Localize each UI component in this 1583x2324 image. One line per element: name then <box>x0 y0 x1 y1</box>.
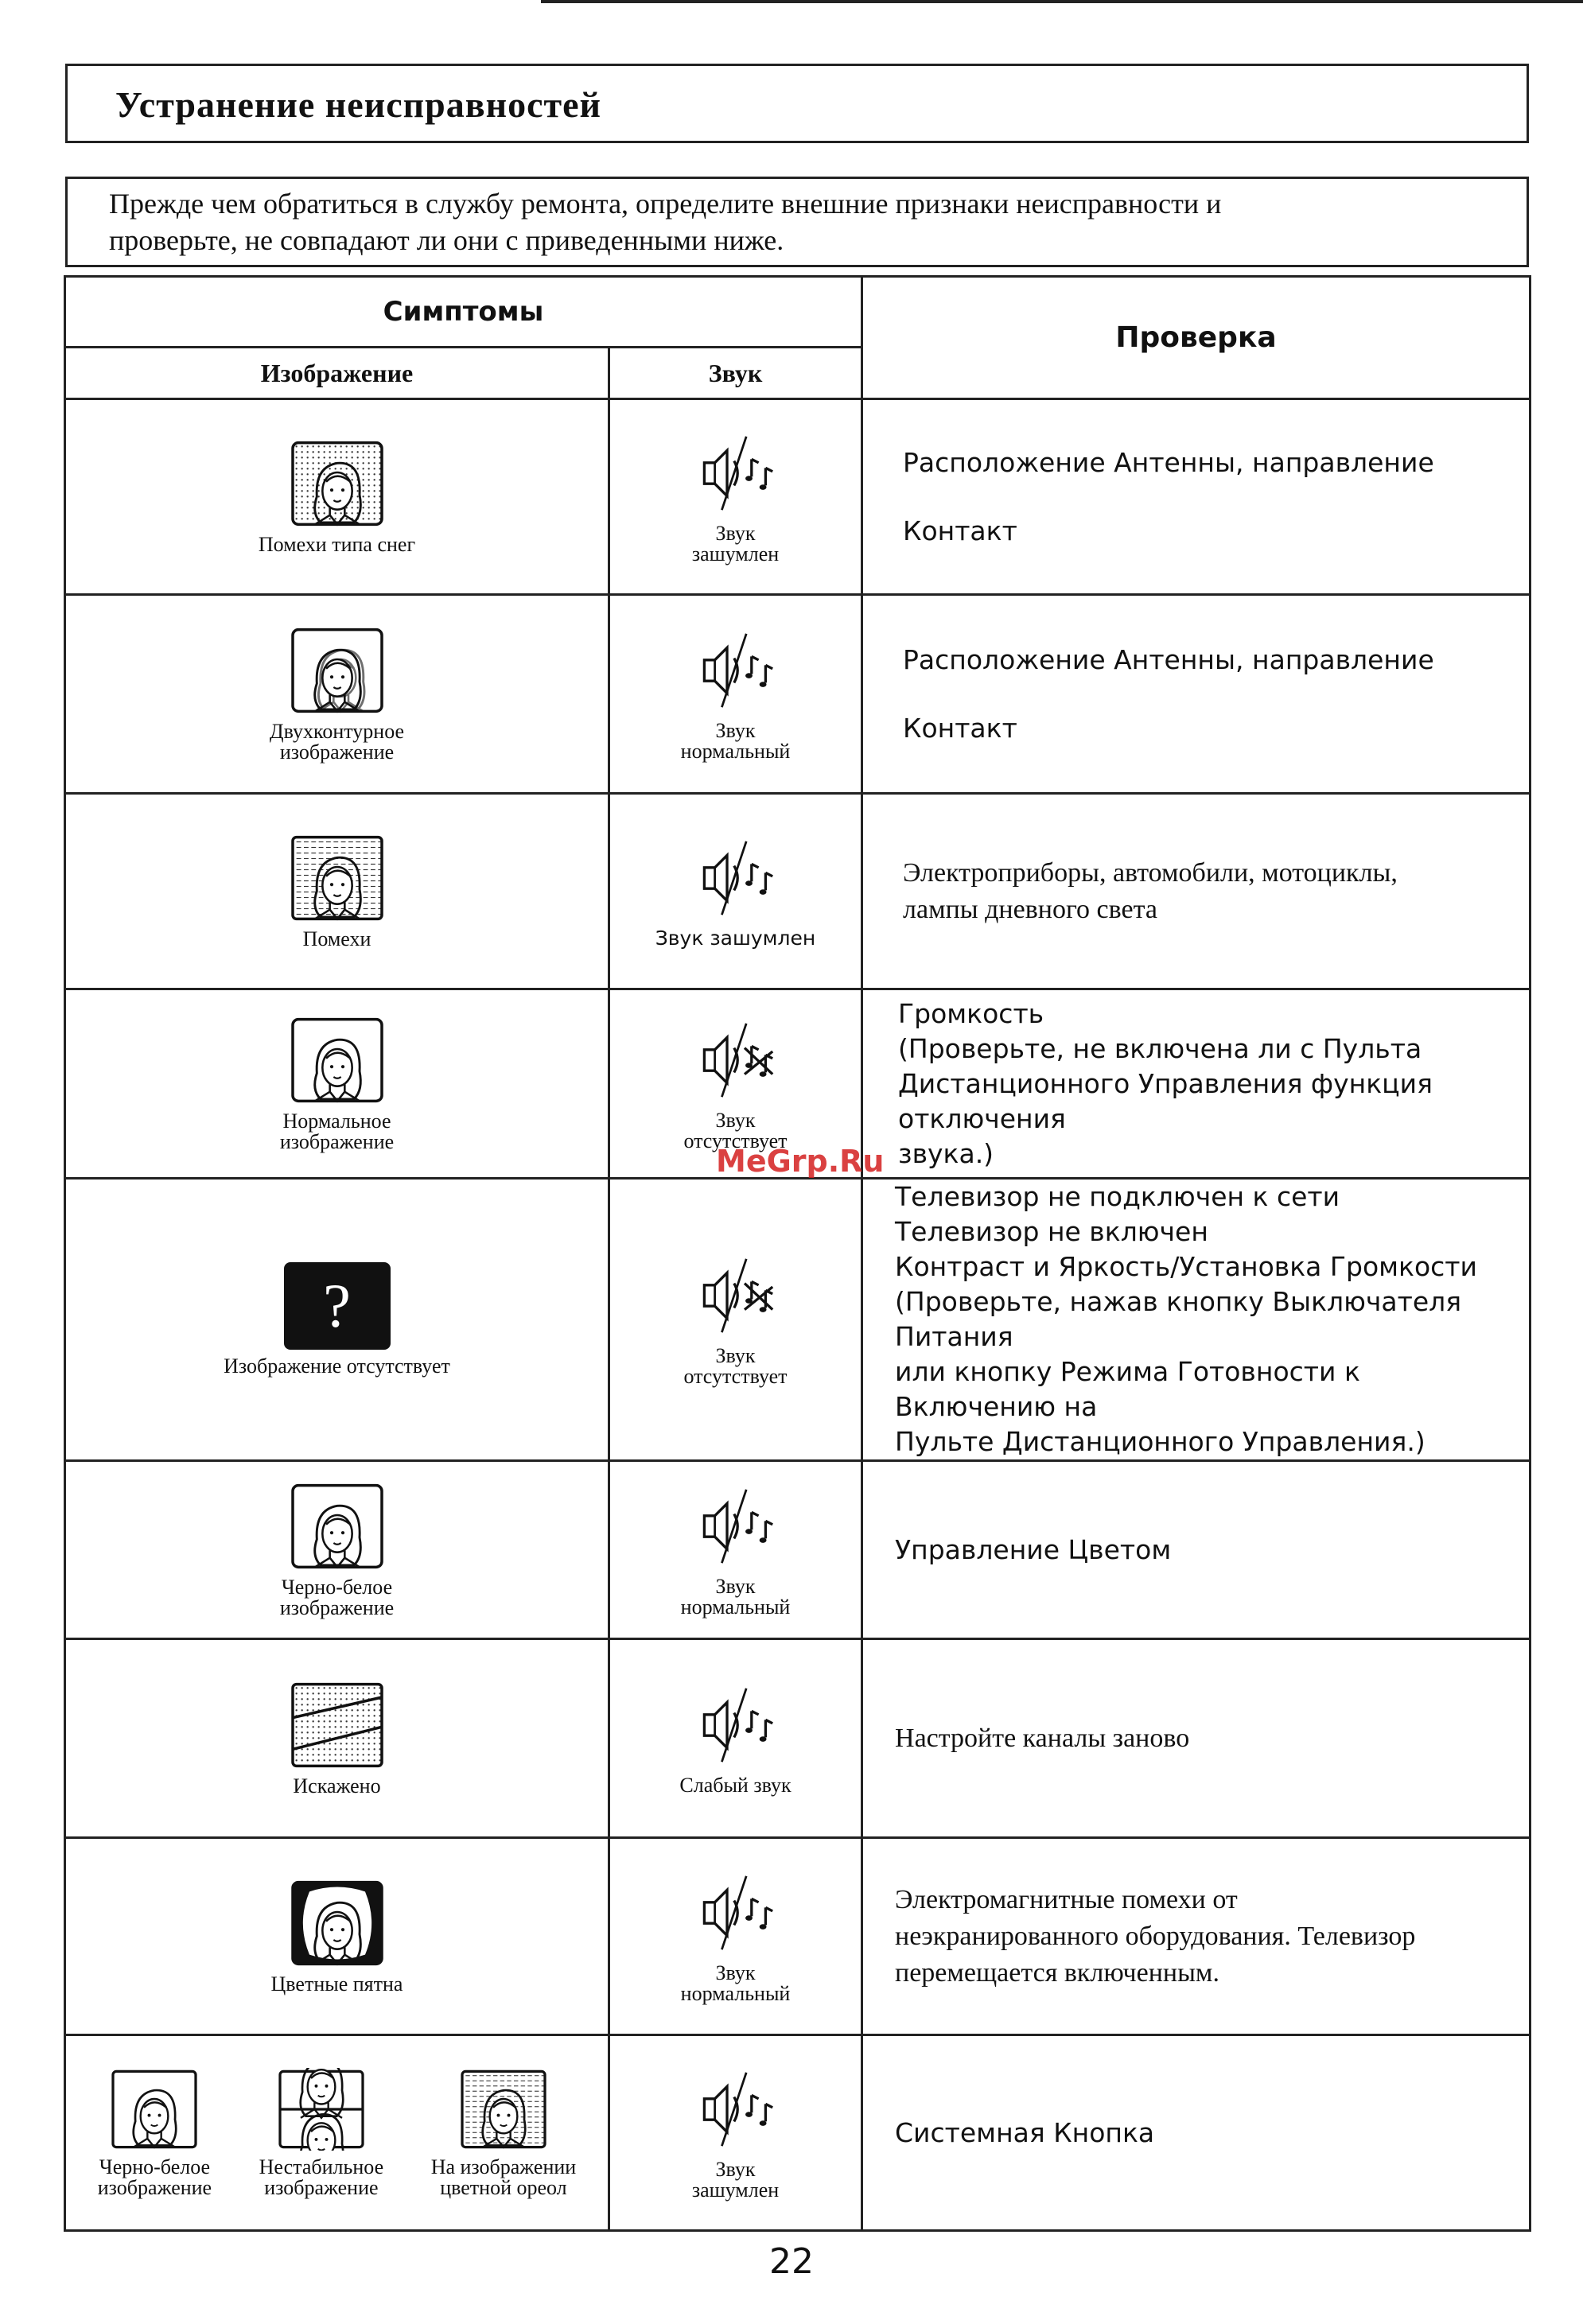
image-caption: Нормальное изображение <box>279 1109 395 1153</box>
table-row <box>65 2035 1530 2231</box>
image-cell <box>65 1838 609 2035</box>
check-cell: Настройте каналы заново <box>862 1639 1530 1838</box>
image-cell <box>65 2035 609 2231</box>
table-row <box>65 1179 1530 1461</box>
speaker-icon <box>692 429 780 517</box>
check-cell: Расположение Антенны, направление Контакт <box>862 595 1530 794</box>
sound-cell <box>609 1461 862 1639</box>
header-image: Изображение <box>65 348 609 399</box>
header-symptoms: Симптомы <box>65 277 862 348</box>
header-check: Проверка <box>862 277 1530 399</box>
sound-cell <box>609 1179 862 1461</box>
check-cell: Электромагнитные помехи от неэкранированного оборудования. Телевизор перемещается включенным. <box>862 1838 1530 2035</box>
sound-cell <box>609 595 862 794</box>
speaker-icon <box>692 1681 780 1769</box>
color-spots-tv-icon <box>282 1879 393 1968</box>
unstable-tv-icon <box>268 2068 375 2151</box>
sound-cell <box>609 2035 862 2231</box>
image-caption: Помехи <box>302 927 371 950</box>
sound-caption: Звук отсутствует <box>683 1108 788 1152</box>
table-row <box>65 1639 1530 1838</box>
sound-cell <box>609 1838 862 2035</box>
sound-caption: Звук зашумлен <box>691 521 780 565</box>
image-cell <box>65 1179 609 1461</box>
multi-image-item: Черно-белое изображение <box>98 2068 212 2198</box>
normal-tv-icon <box>282 1016 393 1105</box>
sound-cell <box>609 794 862 989</box>
sound-caption: Звук нормальный <box>680 1961 791 2005</box>
sound-cell <box>609 1639 862 1838</box>
image-caption: Двухконтурное изображение <box>269 719 405 764</box>
halo-tv-icon <box>450 2068 557 2151</box>
image-cell <box>65 399 609 595</box>
image-cell <box>65 1461 609 1639</box>
sound-caption: Слабый звук <box>679 1773 792 1797</box>
snow-tv-icon <box>282 439 393 528</box>
speaker-icon <box>692 627 780 714</box>
sound-caption: Звук нормальный <box>680 1574 791 1619</box>
page-title: Устранение неисправностей <box>115 84 602 125</box>
speaker-icon <box>692 834 780 922</box>
image-cell <box>65 595 609 794</box>
check-cell: Расположение Антенны, направление Контакт <box>862 399 1530 595</box>
troubleshooting-table <box>64 275 1531 2232</box>
interference-tv-icon <box>282 834 393 923</box>
table-row <box>65 595 1530 794</box>
check-cell: Телевизор не подключен к сети Телевизор не включен Контраст и Яркость/Установка Громкости (Проверьте, нажав кнопку Выключателя Питания или кнопку Режима Готовности к Включению на Пульте Дистанционного Управления.) <box>862 1179 1530 1461</box>
ghost-tv-icon <box>282 626 393 715</box>
image-cell <box>65 989 609 1179</box>
top-rule <box>541 0 1583 3</box>
image-caption: Помехи типа снег <box>258 532 416 556</box>
check-cell: Электроприборы, автомобили, мотоциклы, лампы дневного света <box>862 794 1530 989</box>
table-row <box>65 1461 1530 1639</box>
table-row <box>65 399 1530 595</box>
image-cell <box>65 794 609 989</box>
table-row <box>65 794 1530 989</box>
sound-caption: Звук отсутствует <box>683 1344 788 1388</box>
sound-cell <box>609 399 862 595</box>
page-number: 22 <box>769 2241 814 2282</box>
watermark: MeGrp.Ru <box>716 1144 885 1179</box>
intro-box <box>65 177 1529 267</box>
title-box <box>65 64 1529 143</box>
sound-caption: Звук зашумлен <box>691 2157 780 2202</box>
image-caption: Цветные пятна <box>270 1972 403 1996</box>
bw-tv-icon <box>282 1482 393 1571</box>
multi-image-item: Нестабильное изображение <box>259 2068 383 2198</box>
blank-tv-icon: ? <box>284 1262 391 1350</box>
sound-caption: Звук нормальный <box>680 718 791 763</box>
image-cell <box>65 1639 609 1838</box>
speaker-icon <box>692 2066 780 2153</box>
intro-line-1: Прежде чем обратиться в службу ремонта, определите внешние признаки неисправности и <box>109 188 1222 220</box>
image-caption: Изображение отсутствует <box>224 1354 450 1378</box>
intro-line-2: проверьте, не совпадают ли они с приведенными ниже. <box>109 224 784 256</box>
distorted-tv-icon <box>282 1681 393 1770</box>
muted-speaker-icon <box>692 1016 780 1104</box>
header-sound: Звук <box>609 348 862 399</box>
multi-image-item: На изображении цветной ореол <box>431 2068 577 2198</box>
muted-speaker-icon <box>692 1252 780 1339</box>
sound-caption: Звук зашумлен <box>655 926 816 950</box>
check-cell: Громкость (Проверьте, не включена ли с Пульта Дистанционного Управления функция отключения звука.) <box>862 989 1530 1179</box>
check-cell: Управление Цветом <box>862 1461 1530 1639</box>
speaker-icon <box>692 1869 780 1957</box>
bw-tv-icon <box>101 2068 208 2151</box>
image-caption: Черно-белое изображение <box>279 1575 395 1619</box>
check-cell: Системная Кнопка <box>862 2035 1530 2231</box>
table-row <box>65 1838 1530 2035</box>
image-caption: Искажено <box>293 1774 381 1797</box>
speaker-icon <box>692 1483 780 1570</box>
